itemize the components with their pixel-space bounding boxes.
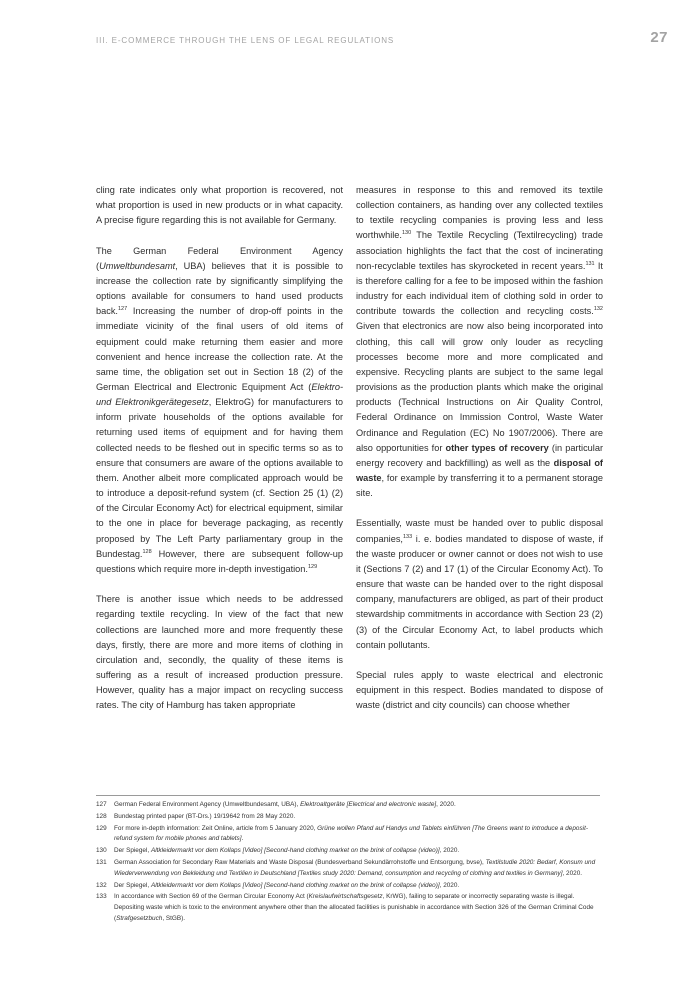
footnote-number: 132 bbox=[96, 881, 107, 889]
footnote-number: 133 bbox=[96, 893, 107, 901]
footnote-ref[interactable]: 127 bbox=[117, 306, 128, 313]
footnote-divider bbox=[96, 795, 600, 796]
footnote-text: For more in-depth information: Zeit Online, article from 5 January 2020, Grüne wollen Pfand auf Handys und Tablets einführen [The Greens want to introduce a deposit-refund system for mobile phones and tablets]. bbox=[114, 824, 588, 843]
footnote-number: 130 bbox=[96, 847, 107, 855]
paragraph: Special rules apply to waste electrical and electronic equipment in this respect. Bodies mandated to dispose of waste (district and city councils) can choose whether bbox=[356, 669, 603, 711]
footnote bbox=[96, 881, 600, 892]
paragraph: measures in response to this and removed its textile collection containers, as handing over any collected textiles to textile recycling companies is proving less and less worthwhile.$^{130}$ The Textile Recycling (Textilrecycling) trade association highlights the fact that the cost of incinerating non-recyclable textiles has skyrocketed in recent years.$^{131}$ It is therefore calling for a fee to be imposed within the fashion industry for each individual item of clothing sold in order to contribute towards the collection and recycling costs.$^{132}$ Given that electronics are now also being incorporated into clothing, this call will grow only louder as recycling processes become more and more complicated and expensive. Recycling plants are subject to the same legal provisions as the production plants which make the original products (Technical Instructions on Air Quality Control, Federal Ordinance on Immission Control, Waste Water Ordinance and Regulation (EC) No 1907/2006). There are also opportunities for other types of recovery (in particular energy recovery and backfilling) as well as the disposal of waste, for example by transferring it to a permanent storage site. bbox=[356, 185, 604, 499]
footnote-ref[interactable]: 131 bbox=[585, 260, 595, 267]
footnotes bbox=[96, 800, 600, 926]
paragraph: Essentially, waste must be handed over to public disposal companies,$^{133}$ i. e. bodies mandated to dispose of waste, if the waste producer or owner cannot or does not wish to use it (Sections 7 (2) and 17 (1) of the Circular Economy Act). To ensure that waste can be handed over to the right disposal company, manufacturers are obliged, as part of their product stewardship commitments in accordance with Section 23 (2) (3) of the Circular Economy Act, to label products which contain pollutants. bbox=[356, 518, 603, 650]
footnote-ref[interactable]: 133 bbox=[402, 533, 413, 540]
page-number: 27 bbox=[650, 29, 668, 46]
footnote-number: 131 bbox=[96, 858, 107, 866]
paragraph: cling rate indicates only what proportion is recovered, not what proportion is used in new products or in what capacity. A precise figure regarding this is not available for Germany. bbox=[96, 185, 343, 226]
footnote-ref[interactable]: 132 bbox=[593, 306, 603, 313]
right-column bbox=[356, 183, 603, 729]
footnote-number: 129 bbox=[96, 824, 107, 832]
footnote bbox=[96, 800, 600, 811]
footnote bbox=[96, 812, 600, 823]
footnote bbox=[96, 846, 600, 857]
footnote-number: 127 bbox=[96, 801, 107, 808]
footnote-text: German Federal Environment Agency (Umweltbundesamt, UBA), Elektroaltgeräte [Electrical and electronic waste], 2020. bbox=[114, 801, 456, 808]
paragraph: The German Federal Environment Agency (Umweltbundesamt, UBA) believes that it is possible to increase the collection rate by significantly simplifying the options available for consumers to hand used products back.$^{127}$ Increasing the number of drop-off points in the immediate vicinity of the final users of old items of equipment could make returning them easier and more convenient and hence increase the collection rate. At the same time, the obligation set out in Section 18 (2) of the German Electrical and Electronic Equipment Act (Elektro- und Elektronikgerätegesetz, ElektroG) for manufacturers to inform private households of the options available for returning used items of equipment and for having them collected needs to be fleshed out in specific terms so as to ensure that consumers are aware of the options available to them. Another albeit more complicated approach would be to introduce a deposit-refund system (cf. Section 25 (1) (2) of the Circular Economy Act) for electrical equipment, similar to the one in place for beverage packaging, as recently proposed by The Left Party parliamentary group in the Bundestag.$^{128}$ However, there are subsequent follow-up questions which require more in-depth investigation.$^{129}$ bbox=[96, 245, 344, 574]
footnote bbox=[96, 858, 600, 880]
footnote-ref[interactable]: 128 bbox=[142, 548, 152, 555]
footnote-text: Bundestag printed paper (BT-Drs.) 19/19642 from 28 May 2020. bbox=[114, 812, 296, 820]
left-column bbox=[96, 183, 343, 729]
footnote-text: In accordance with Section 69 of the German Circular Economy Act (Kreislaufwirtschaftsgesetz, KrWG), failing to separate or incorrectly separating waste is illegal. Depositing waste which is toxic to the environment anywhere other than the allocated facilities is punishable in accordance with Section 326 of the German Criminal Code (Strafgesetzbuch, StGB). bbox=[114, 893, 594, 922]
footnote bbox=[96, 824, 600, 846]
footnote-number: 128 bbox=[96, 812, 107, 820]
footnote-ref[interactable]: 129 bbox=[307, 563, 318, 570]
footnote-text: German Association for Secondary Raw Materials and Waste Disposal (Bundesverband Sekundärrohstoffe und Entsorgung, bvse), Textilstudie 2020: Bedarf, Konsum und Wiederverwendung von Bekleidung und Textilien in Deutschland [Textiles study 2020: Demand, consumption and recycling of clothing and textiles in Germany], 2020. bbox=[114, 858, 596, 877]
paragraph: There is another issue which needs to be addressed regarding textile recycling. In view of the fact that new collections are launched more and more frequently these days, firstly, there are more and more items of clothing in circulation and, secondly, the quality of these items is suffering as a result of increased production pressure. However, quality has a major impact on recycling success rates. The city of Hamburg has taken appropriate bbox=[96, 594, 343, 711]
running-header: III. E-COMMERCE THROUGH THE LENS OF LEGAL REGULATIONS bbox=[96, 36, 395, 45]
footnote bbox=[96, 892, 600, 924]
footnote-ref[interactable]: 130 bbox=[401, 230, 412, 237]
footnote-text: Der Spiegel, Altkleidermarkt vor dem Kollaps [Video] [Second-hand clothing market on the brink of collapse (video)], 2020. bbox=[114, 847, 460, 855]
footnote-text: Der Spiegel, Altkleidermarkt vor dem Kollaps [Video] [Second-hand clothing market on the brink of collapse (video)], 2020. bbox=[114, 881, 460, 889]
